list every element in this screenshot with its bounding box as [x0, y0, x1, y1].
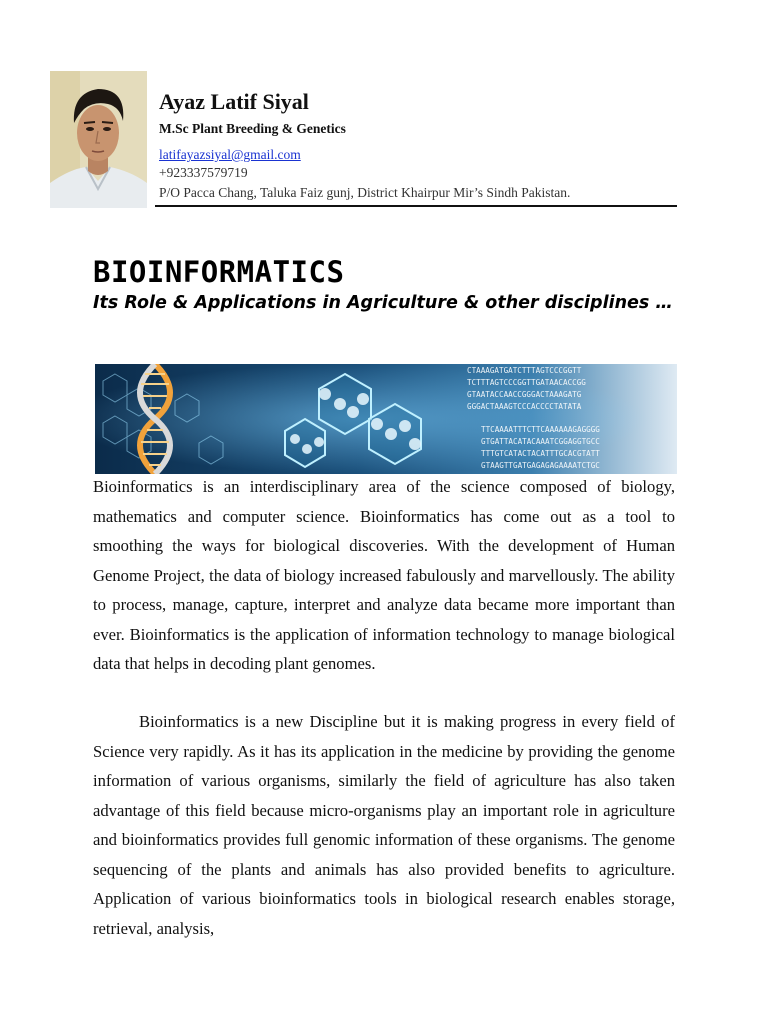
dna-sequence-line: TTCAAAATTTCTTCAAAAAAGAGGGG — [481, 425, 600, 434]
dna-sequence-line: TCTTTAGTCCCGGTTGATAACACCGG — [467, 378, 586, 387]
dna-sequence-line: GTGATTACATACAAATCGGAGGTGCC — [481, 437, 600, 446]
author-phone: +923337579719 — [159, 165, 248, 180]
dna-sequence-line: CTAAAGATGATCTTTAGTCCCGGTT — [467, 366, 582, 375]
dna-sequence-line: GTAAGTTGATGAGAGAGAAAATCTGC — [481, 461, 600, 470]
bioinformatics-banner-image — [95, 364, 677, 474]
author-degree: M.Sc Plant Breeding & Genetics — [159, 121, 346, 136]
document-title: BIOINFORMATICS — [93, 255, 345, 289]
author-address: P/O Pacca Chang, Taluka Faiz gunj, District Khairpur Mir’s Sindh Pakistan. — [159, 185, 571, 200]
author-name: Ayaz Latif Siyal — [159, 89, 309, 114]
author-email-link[interactable]: latifayazsiyal@gmail.com — [159, 147, 301, 162]
body-paragraph-1: Bioinformatics is an interdisciplinary area of the science composed of biology, mathematics and computer science. Bioinformatics has come out as a tool to smoothing the ways for biological discoveries. With the development of Human Genome Project, the data of biology increased fabulously and marvellously. The ability to process, manage, capture, interpret and analyze data became more important than ever. Bioinformatics is the application of information technology to manage biological data that helps in decoding plant genomes. — [93, 477, 675, 673]
dna-sequence-line: GTAATACCAACCGGGACTAAAGATG — [467, 390, 582, 399]
dna-sequence-line: GGGACTAAAGTCCCACCCCTATATA — [467, 402, 582, 411]
document-subtitle: Its Role & Applications in Agriculture & other disciplines … — [93, 293, 673, 313]
header-divider — [155, 205, 677, 207]
author-photo — [50, 71, 147, 208]
dna-sequence-line: TTTGTCATACTACATTTGCACGTATT — [481, 449, 600, 458]
body-paragraph-2: Bioinformatics is a new Discipline but it is making progress in every field of Science very rapidly. As it has its application in the medicine by providing the genome information of various organisms, similarly the field of agriculture has also taken advantage of this field because micro-organisms play an important role in agriculture and bioinformatics provides full genomic information of these organisms. The genome sequencing of the plants and animals has also provided benefits to agriculture. Application of various bioinformatics tools in biological research enables storage, retrieval, analysis, — [93, 712, 675, 938]
